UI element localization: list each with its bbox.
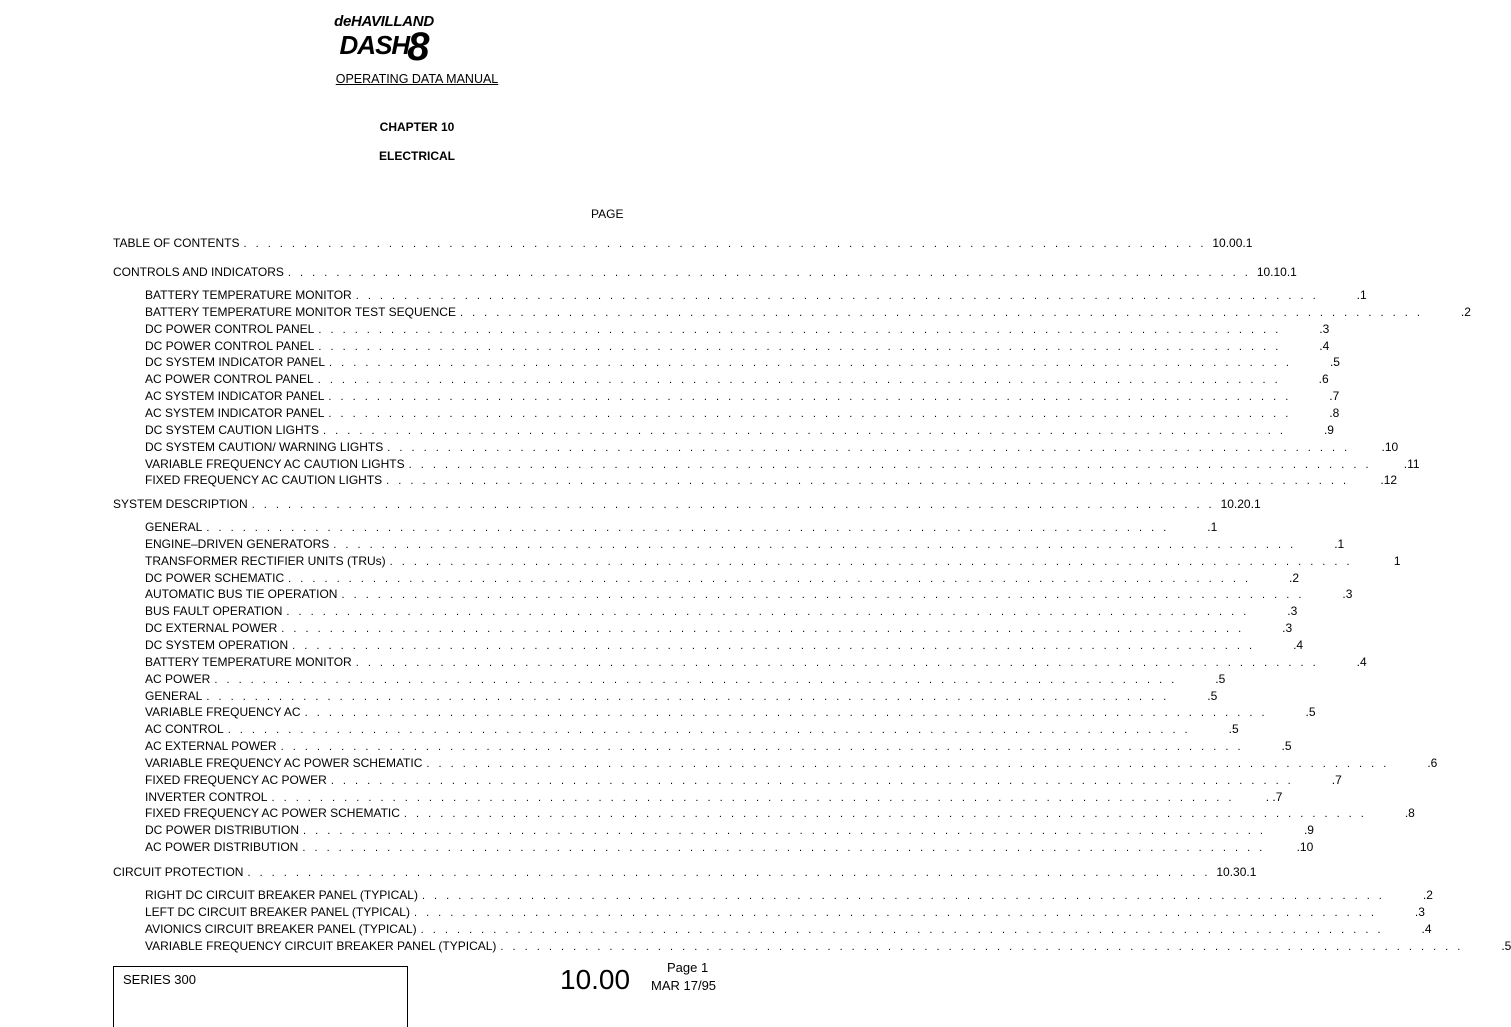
toc-entry-label: FIXED FREQUENCY AC POWER SCHEMATIC bbox=[145, 806, 400, 820]
toc-entry-label: GENERAL bbox=[145, 689, 203, 703]
toc-entry-page: .6 bbox=[1427, 756, 1438, 770]
dot-leader: . . . . . . . . . . . . . . . . . . . . . . . . . . . . . . . . . . . . . . . . . . . . . . . . . . . . . . . . . . . . . . . . . . . . . . . . . . . . . . . . bbox=[206, 691, 1170, 703]
dot-leader: . . . . . . . . . . . . . . . . . . . . . . . . . . . . . . . . . . . . . . . . . . . . . . . . . . . . . . . . . . . . . . . . . . . . . . . . . . . . . . . . bbox=[227, 724, 1191, 736]
dot-leader: . . . . . . . . . . . . . . . . . . . . . . . . . . . . . . . . . . . . . . . . . . . . . . . . . . . . . . . . . . . . . . . . . . . . . . . . . . . . . . . . bbox=[206, 522, 1170, 534]
toc-entry-page: .5 bbox=[1228, 722, 1239, 736]
dehavilland-dash8-logo bbox=[0, 13, 768, 69]
toc-entry-page: .9 bbox=[1323, 423, 1334, 437]
toc-subentry bbox=[145, 672, 1226, 688]
toc-entry-page: .2 bbox=[1422, 888, 1433, 902]
toc-entry-page: .3 bbox=[1342, 587, 1353, 601]
dot-leader: . . . . . . . . . . . . . . . . . . . . . . . . . . . . . . . . . . . . . . . . . . . . . . . . . . . . . . . . . . . . . . . . . . . . . . . . . . . . . . . . bbox=[318, 341, 1282, 353]
toc-entry-page: .4 bbox=[1293, 638, 1304, 652]
toc-entry-page: .8 bbox=[1404, 806, 1415, 820]
dot-leader: . . . . . . . . . . . . . . . . . . . . . . . . . . . . . . . . . . . . . . . . . . . . . . . . . . . . . . . . . . . . . . . . . . . . . . . . . . . . . . . . bbox=[323, 425, 1286, 437]
toc-entry-label: BATTERY TEMPERATURE MONITOR TEST SEQUENCE bbox=[145, 305, 456, 319]
toc-entry-page: 10.20.1 bbox=[1220, 497, 1261, 511]
toc-entry-page: .3 bbox=[1287, 604, 1298, 618]
toc-entry-page: 1 bbox=[1393, 554, 1401, 568]
dot-leader: . . . . . . . . . . . . . . . . . . . . . . . . . . . . . . . . . . . . . . . . . . . . . . . . . . . . . . . . . . . . . . . . . . . . . . . . . . . . . . . . bbox=[355, 290, 1319, 302]
dot-leader: . . . . . . . . . . . . . . . . . . . . . . . . . . . . . . . . . . . . . . . . . . . . . . . . . . . . . . . . . . . . . . . . . . . . . . . . . . . . . . . . bbox=[500, 941, 1464, 953]
toc-entry-label: AC POWER CONTROL PANEL bbox=[145, 372, 314, 386]
toc-subentry bbox=[145, 440, 1399, 456]
toc-entry-label: RIGHT DC CIRCUIT BREAKER PANEL (TYPICAL) bbox=[145, 888, 418, 902]
toc-entry-label: GENERAL bbox=[145, 520, 203, 534]
toc-entry-label: VARIABLE FREQUENCY AC bbox=[145, 705, 301, 719]
toc-subentry bbox=[145, 888, 1433, 904]
toc-entry-label: SYSTEM DESCRIPTION bbox=[113, 497, 248, 511]
toc-entry-label: CIRCUIT PROTECTION bbox=[113, 865, 244, 879]
dot-leader: . . . . . . . . . . . . . . . . . . . . . . . . . . . . . . . . . . . . . . . . . . . . . . . . . . . . . . . . . . . . . . . . . . . . . . . . . . . . . . . . bbox=[387, 442, 1351, 454]
toc-entry-label: DC POWER CONTROL PANEL bbox=[145, 339, 315, 353]
toc-entry-label: AC POWER DISTRIBUTION bbox=[145, 840, 299, 854]
toc-entry-label: DC POWER CONTROL PANEL bbox=[145, 322, 315, 336]
toc-entry-page: .5 bbox=[1305, 705, 1316, 719]
logo-brand-text: deHAVILLAND bbox=[334, 13, 434, 30]
toc-entry-label: DC POWER SCHEMATIC bbox=[145, 571, 285, 585]
toc-entry-page: .10 bbox=[1381, 440, 1399, 454]
dot-leader: . . . . . . . . . . . . . . . . . . . . . . . . . . . . . . . . . . . . . . . . . . . . . . . . . . . . . . . . . . . . . . . . . . . . . . . . . . . . . . . . bbox=[318, 324, 1282, 336]
toc-entry-label: AC POWER bbox=[145, 672, 211, 686]
dot-leader: . . . . . . . . . . . . . . . . . . . . . . . . . . . . . . . . . . . . . . . . . . . . . . . . . . . . . . . . . . . . . . . . . . . . . . . . . . . . . . . . bbox=[333, 539, 1297, 551]
dot-leader: . . . . . . . . . . . . . . . . . . . . . . . . . . . . . . . . . . . . . . . . . . . . . . . . . . . . . . . . . . . . . . . . . . . . . . . . . . . . . . . . bbox=[247, 867, 1211, 879]
dot-leader: . . . . . . . . . . . . . . . . . . . . . . . . . . . . . . . . . . . . . . . . . . . . . . . . . . . . . . . . . . . . . . . . . . . . . . . . . . . . . . . . bbox=[420, 924, 1384, 936]
dot-leader: . . . . . . . . . . . . . . . . . . . . . . . . . . . . . . . . . . . . . . . . . . . . . . . . . . . . . . . . . . . . . . . . . . . . . . . . . . . . . . . . bbox=[330, 775, 1294, 787]
dot-leader: . . . . . . . . . . . . . . . . . . . . . . . . . . . . . . . . . . . . . . . . . . . . . . . . . . . . . . . . . . . . . . . . . . . . . . . . . . . . . . . . bbox=[386, 475, 1350, 487]
dot-leader: . . . . . . . . . . . . . . . . . . . . . . . . . . . . . . . . . . . . . . . . . . . . . . . . . . . . . . . . . . . . . . . . . . . . . . . . . . . . . . . . bbox=[413, 907, 1377, 919]
toc-subentry bbox=[145, 840, 1314, 856]
dot-leader: . . . . . . . . . . . . . . . . . . . . . . . . . . . . . . . . . . . . . . . . . . . . . . . . . . . . . . . . . . . . . . . . . . . . . . . . . . . . . . . . bbox=[271, 792, 1235, 804]
dot-leader: . . . . . . . . . . . . . . . . . . . . . . . . . . . . . . . . . . . . . . . . . . . . . . . . . . . . . . . . . . . . . . . . . . . . . . . . . . . . . . . . bbox=[243, 238, 1207, 250]
toc-entry-label: BUS FAULT OPERATION bbox=[145, 604, 283, 618]
toc-subentry bbox=[145, 520, 1218, 536]
dot-leader: . . . . . . . . . . . . . . . . . . . . . . . . . . . . . . . . . . . . . . . . . . . . . . . . . . . . . . . . . . . . . . . . . . . . . . . . . . . . . . . . bbox=[292, 640, 1256, 652]
toc-entry-label: TABLE OF CONTENTS bbox=[113, 236, 240, 250]
toc-subentry bbox=[145, 604, 1298, 620]
toc-entry-page: .2 bbox=[1289, 571, 1300, 585]
footer-chapter-number: 10.00 bbox=[560, 964, 631, 995]
toc-entry-page: .4 bbox=[1421, 922, 1432, 936]
toc-subentry bbox=[145, 587, 1353, 603]
toc-entry-page: .5 bbox=[1207, 689, 1218, 703]
toc-subentry bbox=[145, 655, 1367, 671]
dot-leader: . . . . . . . . . . . . . . . . . . . . . . . . . . . . . . . . . . . . . . . . . . . . . . . . . . . . . . . . . . . . . . . . . . . . . . . . . . . . . . . . bbox=[328, 391, 1292, 403]
toc-entry-label: DC SYSTEM CAUTION LIGHTS bbox=[145, 423, 320, 437]
toc-entry-page: .8 bbox=[1329, 406, 1340, 420]
toc-entry-page: .12 bbox=[1380, 473, 1398, 487]
dot-leader: . . . . . . . . . . . . . . . . . . . . . . . . . . . . . . . . . . . . . . . . . . . . . . . . . . . . . . . . . . . . . . . . . . . . . . . . . . . . . . . . bbox=[403, 808, 1367, 820]
logo-model-text: DASH8 bbox=[339, 25, 429, 69]
toc-entry-label: AUTOMATIC BUS TIE OPERATION bbox=[145, 587, 338, 601]
toc-subentry bbox=[145, 473, 1398, 489]
toc-entry-label: AC SYSTEM INDICATOR PANEL bbox=[145, 406, 325, 420]
toc-entry-label: ENGINE–DRIVEN GENERATORS bbox=[145, 537, 330, 551]
toc-entry-page: .7 bbox=[1331, 773, 1342, 787]
dot-leader: . . . . . . . . . . . . . . . . . . . . . . . . . . . . . . . . . . . . . . . . . . . . . . . . . . . . . . . . . . . . . . . . . . . . . . . . . . . . . . . . bbox=[287, 267, 1251, 279]
dot-leader: . . . . . . . . . . . . . . . . . . . . . . . . . . . . . . . . . . . . . . . . . . . . . . . . . . . . . . . . . . . . . . . . . . . . . . . . . . . . . . . . bbox=[459, 307, 1423, 319]
dot-leader: . . . . . . . . . . . . . . . . . . . . . . . . . . . . . . . . . . . . . . . . . . . . . . . . . . . . . . . . . . . . . . . . . . . . . . . . . . . . . . . . bbox=[214, 674, 1178, 686]
toc-entry-page: .1 bbox=[1207, 520, 1218, 534]
toc-subentry bbox=[145, 288, 1367, 304]
toc-entry-label: DC SYSTEM INDICATOR PANEL bbox=[145, 355, 326, 369]
dot-leader: . . . . . . . . . . . . . . . . . . . . . . . . . . . . . . . . . . . . . . . . . . . . . . . . . . . . . . . . . . . . . . . . . . . . . . . . . . . . . . . . bbox=[280, 741, 1244, 753]
footer-revision-date: MAR 17/95 bbox=[651, 978, 717, 993]
toc-entry-label: CONTROLS AND INDICATORS bbox=[113, 265, 284, 279]
dot-leader: . . . . . . . . . . . . . . . . . . . . . . . . . . . . . . . . . . . . . . . . . . . . . . . . . . . . . . . . . . . . . . . . . . . . . . . . . . . . . . . . bbox=[303, 825, 1266, 837]
manual-title: OPERATING DATA MANUAL bbox=[335, 72, 499, 86]
dot-leader: . . . . . . . . . . . . . . . . . . . . . . . . . . . . . . . . . . . . . . . . . . . . . . . . . . . . . . . . . . . . . . . . . . . . . . . . . . . . . . . . bbox=[281, 623, 1245, 635]
toc-entry-label: BATTERY TEMPERATURE MONITOR bbox=[145, 655, 352, 669]
section-heading: ELECTRICAL bbox=[379, 149, 455, 163]
toc-entry-label: DC SYSTEM CAUTION/ WARNING LIGHTS bbox=[145, 440, 384, 454]
toc-section-entry bbox=[113, 497, 1261, 513]
toc-entry-label: DC POWER DISTRIBUTION bbox=[145, 823, 300, 837]
dot-leader: . . . . . . . . . . . . . . . . . . . . . . . . . . . . . . . . . . . . . . . . . . . . . . . . . . . . . . . . . . . . . . . . . . . . . . . . . . . . . . . . bbox=[421, 890, 1385, 902]
toc-subentry bbox=[145, 423, 1334, 439]
toc-entry-label: BATTERY TEMPERATURE MONITOR bbox=[145, 288, 352, 302]
toc-entry-label: DC EXTERNAL POWER bbox=[145, 621, 278, 635]
dot-leader: . . . . . . . . . . . . . . . . . . . . . . . . . . . . . . . . . . . . . . . . . . . . . . . . . . . . . . . . . . . . . . . . . . . . . . . . . . . . . . . . bbox=[355, 657, 1319, 669]
toc-entry-page: .1 bbox=[1334, 537, 1345, 551]
toc-entry-page: .4 bbox=[1356, 655, 1367, 669]
page-column-header: PAGE bbox=[591, 207, 624, 221]
toc-subentry bbox=[145, 372, 1329, 388]
toc-entry-page: .5 bbox=[1501, 939, 1511, 953]
toc-subentry bbox=[145, 406, 1340, 422]
dot-leader: . . . . . . . . . . . . . . . . . . . . . . . . . . . . . . . . . . . . . . . . . . . . . . . . . . . . . . . . . . . . . . . . . . . . . . . . . . . . . . . . bbox=[304, 707, 1268, 719]
dot-leader: . . . . . . . . . . . . . . . . . . . . . . . . . . . . . . . . . . . . . . . . . . . . . . . . . . . . . . . . . . . . . . . . . . . . . . . . . . . . . . . . bbox=[408, 459, 1372, 471]
toc-subentry bbox=[145, 790, 1283, 806]
toc-subentry bbox=[145, 939, 1511, 955]
dot-leader: . . . . . . . . . . . . . . . . . . . . . . . . . . . . . . . . . . . . . . . . . . . . . . . . . . . . . . . . . . . . . . . . . . . . . . . . . . . . . . . . bbox=[329, 357, 1292, 369]
footer-series: SERIES 300 bbox=[123, 972, 196, 987]
toc-entry-page: .2 bbox=[1460, 305, 1471, 319]
toc-subentry bbox=[145, 457, 1420, 473]
toc-entry-label: TRANSFORMER RECTIFIER UNITS (TRUs) bbox=[145, 554, 386, 568]
toc-section-entry bbox=[113, 236, 1253, 252]
toc-entry-page: .3 bbox=[1414, 905, 1425, 919]
toc-subentry bbox=[145, 554, 1401, 570]
dot-leader: . . . . . . . . . . . . . . . . . . . . . . . . . . . . . . . . . . . . . . . . . . . . . . . . . . . . . . . . . . . . . . . . . . . . . . . . . . . . . . . . bbox=[389, 556, 1353, 568]
toc-subentry bbox=[145, 823, 1314, 839]
toc-entry-label: AC SYSTEM INDICATOR PANEL bbox=[145, 389, 325, 403]
toc-entry-label: VARIABLE FREQUENCY CIRCUIT BREAKER PANEL (TYPICAL) bbox=[145, 939, 497, 953]
dot-leader: . . . . . . . . . . . . . . . . . . . . . . . . . . . . . . . . . . . . . . . . . . . . . . . . . . . . . . . . . . . . . . . . . . . . . . . . . . . . . . . . bbox=[286, 606, 1250, 618]
toc-entry-label: AVIONICS CIRCUIT BREAKER PANEL (TYPICAL) bbox=[145, 922, 417, 936]
toc-entry-label: AC CONTROL bbox=[145, 722, 224, 736]
toc-entry-page: .11 bbox=[1403, 457, 1420, 471]
dot-leader: . . . . . . . . . . . . . . . . . . . . . . . . . . . . . . . . . . . . . . . . . . . . . . . . . . . . . . . . . . . . . . . . . . . . . . . . . . . . . . . . bbox=[251, 499, 1215, 511]
toc-entry-page: 10.30.1 bbox=[1216, 865, 1257, 879]
toc-subentry bbox=[145, 756, 1438, 772]
toc-entry-page: .3 bbox=[1319, 322, 1330, 336]
toc-entry-label: VARIABLE FREQUENCY AC CAUTION LIGHTS bbox=[145, 457, 405, 471]
toc-entry-page: 10.00.1 bbox=[1212, 236, 1253, 250]
toc-entry-label: AC EXTERNAL POWER bbox=[145, 739, 277, 753]
toc-entry-page: . .7 bbox=[1265, 790, 1283, 804]
dot-leader: . . . . . . . . . . . . . . . . . . . . . . . . . . . . . . . . . . . . . . . . . . . . . . . . . . . . . . . . . . . . . . . . . . . . . . . . . . . . . . . . bbox=[302, 842, 1266, 854]
toc-subentry bbox=[145, 389, 1340, 405]
toc-section-entry bbox=[113, 865, 1257, 881]
toc-subentry bbox=[145, 905, 1425, 921]
footer-page-number: Page 1 bbox=[667, 960, 709, 975]
dot-leader: . . . . . . . . . . . . . . . . . . . . . . . . . . . . . . . . . . . . . . . . . . . . . . . . . . . . . . . . . . . . . . . . . . . . . . . . . . . . . . . . bbox=[426, 758, 1390, 770]
toc-subentry bbox=[145, 339, 1330, 355]
toc-entry-page: .6 bbox=[1318, 372, 1329, 386]
dot-leader: . . . . . . . . . . . . . . . . . . . . . . . . . . . . . . . . . . . . . . . . . . . . . . . . . . . . . . . . . . . . . . . . . . . . . . . . . . . . . . . . bbox=[328, 408, 1292, 420]
toc-subentry bbox=[145, 322, 1330, 338]
toc-entry-label: LEFT DC CIRCUIT BREAKER PANEL (TYPICAL) bbox=[145, 905, 410, 919]
toc-entry-page: .5 bbox=[1215, 672, 1226, 686]
toc-entry-page: .7 bbox=[1329, 389, 1340, 403]
toc-entry-page: .3 bbox=[1282, 621, 1293, 635]
toc-entry-label: DC SYSTEM OPERATION bbox=[145, 638, 289, 652]
toc-entry-page: .5 bbox=[1329, 355, 1340, 369]
toc-subentry bbox=[145, 689, 1218, 705]
dot-leader: . . . . . . . . . . . . . . . . . . . . . . . . . . . . . . . . . . . . . . . . . . . . . . . . . . . . . . . . . . . . . . . . . . . . . . . . . . . . . . . . bbox=[288, 573, 1252, 585]
dot-leader: . . . . . . . . . . . . . . . . . . . . . . . . . . . . . . . . . . . . . . . . . . . . . . . . . . . . . . . . . . . . . . . . . . . . . . . . . . . . . . . . bbox=[317, 374, 1281, 386]
chapter-heading: CHAPTER 10 bbox=[379, 120, 455, 134]
toc-entry-page: .10 bbox=[1296, 840, 1314, 854]
toc-entry-page: .5 bbox=[1281, 739, 1292, 753]
toc-section-entry bbox=[113, 265, 1297, 281]
toc-subentry bbox=[145, 537, 1345, 553]
toc-entry-page: .9 bbox=[1303, 823, 1314, 837]
toc-subentry bbox=[145, 722, 1239, 738]
toc-entry-page: 10.10.1 bbox=[1256, 265, 1297, 279]
toc-subentry bbox=[145, 305, 1471, 321]
toc-subentry bbox=[145, 739, 1292, 755]
toc-subentry bbox=[145, 806, 1415, 822]
dot-leader: . . . . . . . . . . . . . . . . . . . . . . . . . . . . . . . . . . . . . . . . . . . . . . . . . . . . . . . . . . . . . . . . . . . . . . . . . . . . . . . . bbox=[341, 589, 1305, 601]
toc-entry-label: INVERTER CONTROL bbox=[145, 790, 268, 804]
toc-entry-label: VARIABLE FREQUENCY AC POWER SCHEMATIC bbox=[145, 756, 423, 770]
toc-entry-page: .4 bbox=[1319, 339, 1330, 353]
toc-subentry bbox=[145, 638, 1304, 654]
toc-subentry bbox=[145, 922, 1432, 938]
toc-entry-page: .1 bbox=[1356, 288, 1367, 302]
toc-subentry bbox=[145, 621, 1293, 637]
toc-subentry bbox=[145, 355, 1340, 371]
toc-entry-label: FIXED FREQUENCY AC POWER bbox=[145, 773, 327, 787]
toc-entry-label: FIXED FREQUENCY AC CAUTION LIGHTS bbox=[145, 473, 383, 487]
toc-subentry bbox=[145, 705, 1316, 721]
toc-subentry bbox=[145, 773, 1342, 789]
toc-subentry bbox=[145, 571, 1300, 587]
